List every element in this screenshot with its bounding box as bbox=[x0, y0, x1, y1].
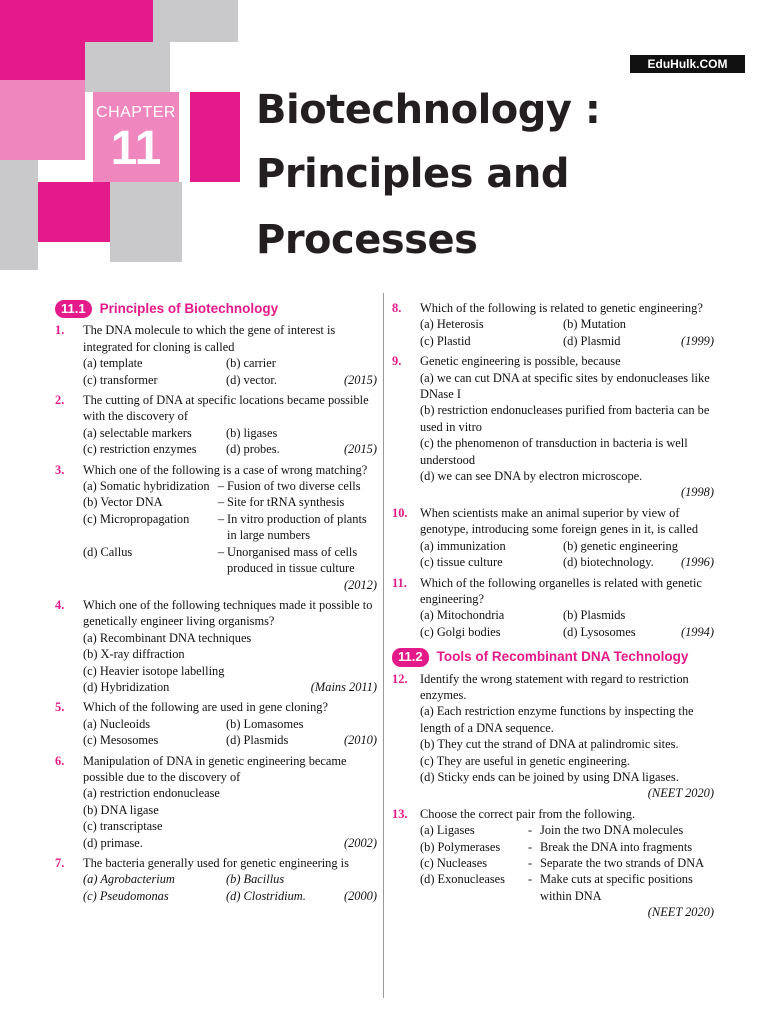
exam-source: (1996) bbox=[680, 555, 714, 570]
match-right: In vitro production of plants in large numbers bbox=[227, 511, 367, 543]
question-text: Identify the wrong statement with regard to restriction enzymes. bbox=[420, 671, 689, 702]
match-right: Unorganised mass of cells produced in tissue culture bbox=[227, 544, 358, 576]
exam-source: (2015) bbox=[343, 372, 377, 387]
question-text: The bacteria generally used for genetic engineering is bbox=[83, 856, 349, 870]
option: (d) Hybridization bbox=[83, 679, 170, 694]
option: (c) Plastid bbox=[420, 333, 471, 348]
question-text: Which of the following is related to genetic engineering? bbox=[420, 301, 703, 315]
option: (c) the phenomenon of transduction in bacteria is well understood bbox=[420, 436, 688, 467]
section-title: Principles of Biotechnology bbox=[99, 301, 279, 316]
brand-watermark: EduHulk.COM bbox=[630, 55, 745, 73]
question-number: 1. bbox=[55, 323, 65, 338]
option: (b) Mutation bbox=[563, 317, 626, 332]
option: (a) Heterosis bbox=[420, 317, 484, 332]
option: (d) Sticky ends can be joined by using DNA ligases. bbox=[420, 769, 679, 784]
question-number: 10. bbox=[392, 505, 408, 520]
exam-source: (2000) bbox=[343, 888, 377, 903]
option: (a) Each restriction enzyme functions by inspecting the length of a DNA sequence. bbox=[420, 704, 694, 735]
option: (a) we can cut DNA at specific sites by endonucleases like DNase I bbox=[420, 370, 710, 402]
question bbox=[55, 322, 377, 388]
page-title-line-1: Biotechnology : bbox=[256, 87, 601, 133]
option: (a) Agrobacterium bbox=[83, 872, 175, 887]
question bbox=[55, 392, 377, 458]
chapter-number: 11 bbox=[110, 122, 162, 175]
pair-right: Join the two DNA molecules bbox=[540, 823, 684, 838]
question-text: When scientists make an animal superior by view of genotype, introducing some foreign genes in it, is called bbox=[420, 505, 699, 537]
exam-source: (1994) bbox=[680, 624, 714, 639]
question-number: 13. bbox=[392, 806, 408, 821]
question-text: The cutting of DNA at specific locations became possible with the discovery of bbox=[83, 393, 369, 424]
option: (c) They are useful in genetic engineering. bbox=[420, 753, 630, 768]
option: (b) carrier bbox=[226, 356, 276, 371]
header-block bbox=[190, 92, 240, 182]
option: (d) Plasmids bbox=[226, 733, 289, 748]
option: (b) ligases bbox=[226, 425, 278, 440]
header-block bbox=[153, 0, 238, 42]
exam-source: (Mains 2011) bbox=[310, 679, 377, 694]
option: (b) genetic engineering bbox=[563, 538, 678, 553]
pair-right: Make cuts at specific positions within DNA bbox=[540, 872, 693, 903]
option: (d) we can see DNA by electron microscope. bbox=[420, 469, 643, 484]
option: (d) Lysosomes bbox=[563, 624, 636, 639]
question-text: Which one of the following is a case of wrong matching? bbox=[83, 462, 368, 477]
chapter-label: CHAPTER bbox=[96, 104, 176, 121]
option: (d) vector. bbox=[226, 372, 277, 387]
section-number: 11.2 bbox=[392, 648, 429, 666]
header-block bbox=[0, 80, 85, 160]
match-right: Fusion of two diverse cells bbox=[227, 479, 361, 494]
page-title-line-3: Processes bbox=[256, 217, 478, 263]
option: (d) biotechnology. bbox=[563, 555, 654, 570]
option: (c) Golgi bodies bbox=[420, 624, 501, 639]
column-divider bbox=[383, 293, 384, 998]
question bbox=[55, 855, 377, 904]
header-block bbox=[85, 42, 170, 92]
question-number: 11. bbox=[392, 575, 407, 590]
exam-source: (2010) bbox=[343, 733, 377, 748]
exam-source: (NEET 2020) bbox=[647, 786, 714, 801]
match-left: (b) Vector DNA bbox=[83, 495, 163, 510]
right-column bbox=[392, 300, 714, 925]
option: (d) probes. bbox=[226, 442, 280, 457]
question-number: 6. bbox=[55, 753, 65, 768]
option: (d) primase. bbox=[83, 835, 143, 850]
match-left: (d) Callus bbox=[83, 544, 133, 559]
option: (b) X-ray diffraction bbox=[83, 647, 185, 662]
question bbox=[392, 505, 714, 571]
exam-source: (2002) bbox=[343, 835, 377, 850]
question-text: Which of the following are used in gene cloning? bbox=[83, 700, 328, 715]
header-block bbox=[0, 230, 38, 270]
option: (b) They cut the strand of DNA at palindromic sites. bbox=[420, 737, 679, 752]
option: (b) Bacillus bbox=[226, 872, 285, 887]
header-block bbox=[0, 160, 38, 230]
exam-source: (2015) bbox=[343, 442, 377, 457]
question-text: Manipulation of DNA in genetic engineering became possible due to the discovery of bbox=[83, 753, 347, 784]
option: (c) transcriptase bbox=[83, 819, 163, 834]
question-number: 7. bbox=[55, 856, 65, 870]
question bbox=[55, 753, 377, 851]
option: (c) restriction enzymes bbox=[83, 442, 197, 457]
pair-left: (a) Ligases bbox=[420, 823, 475, 838]
option: (d) Clostridium. bbox=[226, 888, 306, 903]
question-number: 9. bbox=[392, 354, 402, 369]
section-number: 11.1 bbox=[55, 300, 92, 318]
question-number: 3. bbox=[55, 462, 65, 477]
header-block bbox=[110, 182, 182, 262]
option: (c) Mesosomes bbox=[83, 733, 159, 748]
question-number: 2. bbox=[55, 393, 65, 408]
match-left: (a) Somatic hybridization bbox=[83, 479, 210, 494]
header-block bbox=[38, 182, 110, 242]
option: (c) Pseudomonas bbox=[83, 888, 169, 903]
option: (a) Recombinant DNA techniques bbox=[83, 630, 252, 645]
question bbox=[55, 699, 377, 748]
exam-source: (1999) bbox=[680, 333, 714, 348]
pair-right: Separate the two strands of DNA bbox=[540, 856, 705, 870]
header-block bbox=[85, 0, 153, 42]
exam-source: (NEET 2020) bbox=[647, 905, 714, 920]
pair-right: Break the DNA into fragments bbox=[540, 839, 693, 854]
question: 13. Choose the correct pair from the following. (a) Ligases - Join the two DNA molecules (b) Polymerases - Break the DNA into fragments (c) Nucleases - Separate the two strands of DNA (d) Exonucleases - Make cuts at specific positions within DNA (NEET 2020) bbox=[392, 806, 714, 920]
option: (a) selectable markers bbox=[83, 425, 192, 440]
option: (b) Plasmids bbox=[563, 608, 626, 623]
question-number: 8. bbox=[392, 301, 402, 315]
section-title: Tools of Recombinant DNA Technology bbox=[436, 649, 689, 665]
question bbox=[392, 671, 714, 802]
option: (b) restriction endonucleases purified from bacteria can be used in vitro bbox=[420, 403, 710, 434]
question: 3. Which one of the following is a case of wrong matching? (a) Somatic hybridization – Fusion of two diverse cells (b) Vector DNA – Site for tRNA synthesis (c) Micropropagation – In vitro production of plants in large numbers (d) Callus – Unorganised mass of cells produced in tissue culture (2012) bbox=[55, 462, 377, 592]
option: (a) Nucleoids bbox=[83, 716, 151, 731]
option: (a) restriction endonuclease bbox=[83, 786, 220, 801]
question bbox=[55, 597, 377, 695]
page-title-line-2: Principles and bbox=[256, 151, 569, 197]
pair-left: (b) Polymerases bbox=[420, 839, 501, 854]
section-heading bbox=[392, 648, 714, 666]
option: (a) immunization bbox=[420, 538, 506, 553]
question-text: The DNA molecule to which the gene of interest is integrated for cloning is called bbox=[83, 323, 336, 354]
question-text: Genetic engineering is possible, because bbox=[420, 354, 621, 369]
question bbox=[392, 300, 714, 349]
question bbox=[392, 353, 714, 501]
question-number: 4. bbox=[55, 597, 65, 612]
left-column bbox=[55, 300, 377, 908]
option: (a) Mitochondria bbox=[420, 608, 505, 623]
match-left: (c) Micropropagation bbox=[83, 511, 190, 526]
option: (c) tissue culture bbox=[420, 555, 503, 570]
match-right: Site for tRNA synthesis bbox=[227, 495, 345, 510]
pair-left: (d) Exonucleases bbox=[420, 872, 505, 887]
question-number: 5. bbox=[55, 700, 65, 715]
option: (b) DNA ligase bbox=[83, 802, 159, 817]
pair-left: (c) Nucleases bbox=[420, 856, 488, 870]
question-text: Which of the following organelles is related with genetic engineering? bbox=[420, 575, 702, 606]
option: (a) template bbox=[83, 356, 143, 371]
option: (c) transformer bbox=[83, 372, 158, 387]
exam-source: (1998) bbox=[680, 485, 714, 500]
option: (c) Heavier isotope labelling bbox=[83, 663, 225, 678]
question-number: 12. bbox=[392, 671, 408, 686]
option: (b) Lomasomes bbox=[226, 716, 304, 731]
option: (d) Plasmid bbox=[563, 333, 621, 348]
question bbox=[392, 575, 714, 641]
header-block bbox=[0, 0, 85, 80]
exam-source: (2012) bbox=[343, 577, 377, 592]
question-text: Which one of the following techniques made it possible to genetically engineer living organisms? bbox=[83, 597, 373, 629]
question-text: Choose the correct pair from the following. bbox=[420, 806, 636, 821]
section-heading bbox=[55, 300, 377, 318]
